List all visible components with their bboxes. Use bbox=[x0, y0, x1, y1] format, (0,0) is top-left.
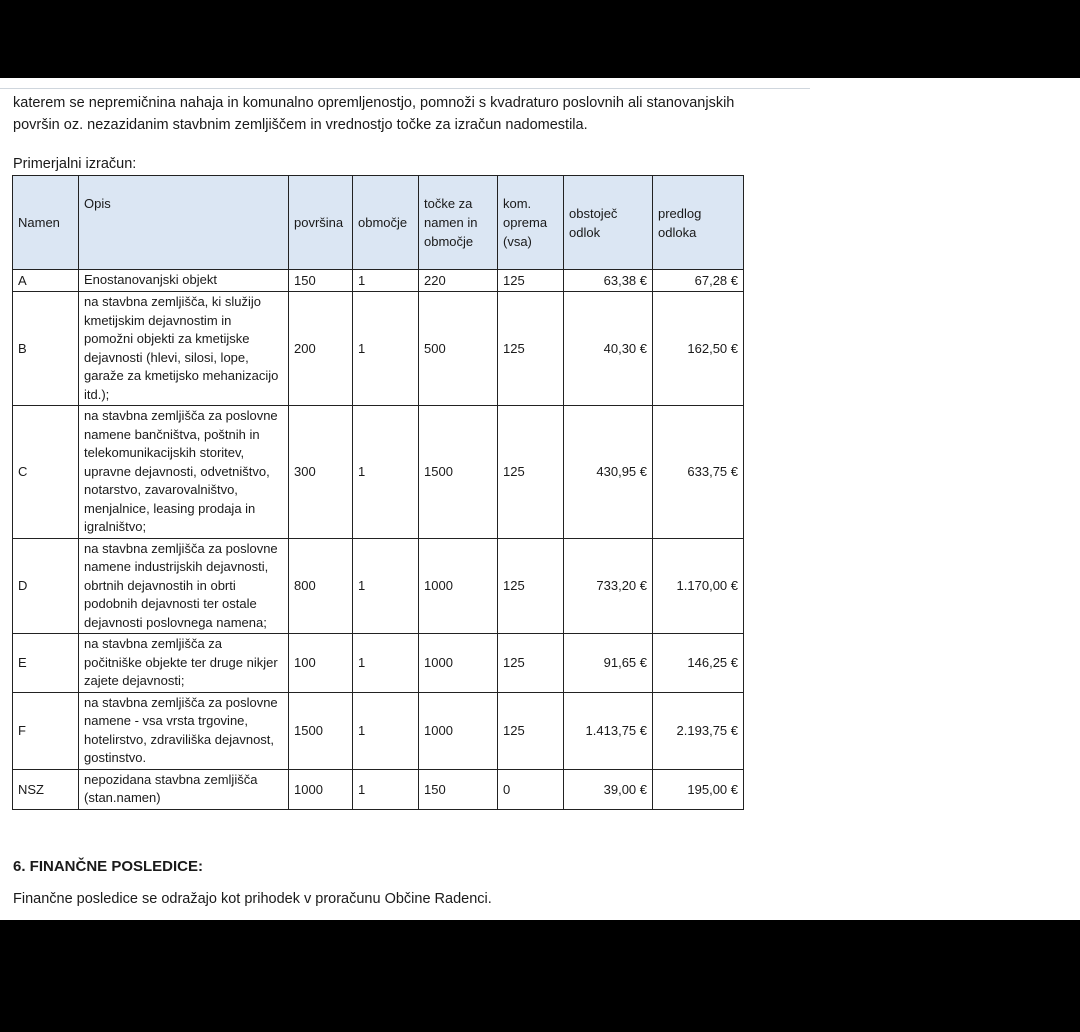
cell-tocke: 220 bbox=[419, 270, 498, 292]
cell-opis: na stavbna zemljišča za poslovne namene industrijskih dejavnosti, obrtnih dejavnostih in obrti podobnih dejavnosti ter ostale dejavnosti poslovnega namena; bbox=[79, 538, 289, 634]
cell-tocke: 1500 bbox=[419, 406, 498, 539]
table-caption: Primerjalni izračun: bbox=[13, 156, 137, 172]
cell-tocke: 1000 bbox=[419, 692, 498, 769]
cell-povrsina: 200 bbox=[289, 292, 353, 406]
section-text: Finančne posledice se odražajo kot prihodek v proračunu Občine Radenci. bbox=[13, 891, 492, 907]
cell-namen: NSZ bbox=[13, 769, 79, 809]
table-row bbox=[13, 538, 744, 634]
cell-obmocje: 1 bbox=[353, 769, 419, 809]
table-row bbox=[13, 692, 744, 769]
header-namen: Namen bbox=[13, 176, 79, 270]
cell-oprema: 125 bbox=[498, 634, 564, 693]
cell-tocke: 1000 bbox=[419, 634, 498, 693]
cell-namen: E bbox=[13, 634, 79, 693]
cell-obmocje: 1 bbox=[353, 292, 419, 406]
cell-predlog: 195,00 € bbox=[653, 769, 744, 809]
cell-oprema: 0 bbox=[498, 769, 564, 809]
cell-predlog: 162,50 € bbox=[653, 292, 744, 406]
cell-predlog: 1.170,00 € bbox=[653, 538, 744, 634]
cell-oprema: 125 bbox=[498, 538, 564, 634]
table-row bbox=[13, 292, 744, 406]
cell-predlog: 67,28 € bbox=[653, 270, 744, 292]
cell-opis: Enostanovanjski objekt bbox=[79, 270, 289, 292]
table-row bbox=[13, 270, 744, 292]
document-page bbox=[0, 78, 1080, 920]
divider bbox=[0, 88, 810, 89]
cell-namen: F bbox=[13, 692, 79, 769]
comparison-table bbox=[12, 175, 744, 810]
cell-namen: D bbox=[13, 538, 79, 634]
cell-oprema: 125 bbox=[498, 692, 564, 769]
cell-namen: C bbox=[13, 406, 79, 539]
section-heading: 6. FINANČNE POSLEDICE: bbox=[13, 858, 204, 875]
cell-predlog: 146,25 € bbox=[653, 634, 744, 693]
header-predlog: predlog odloka bbox=[653, 176, 744, 270]
cell-obmocje: 1 bbox=[353, 538, 419, 634]
cell-povrsina: 1000 bbox=[289, 769, 353, 809]
cell-povrsina: 800 bbox=[289, 538, 353, 634]
header-povrsina: površina bbox=[289, 176, 353, 270]
cell-povrsina: 300 bbox=[289, 406, 353, 539]
cell-obstojec: 430,95 € bbox=[564, 406, 653, 539]
cell-opis: na stavbna zemljišča, ki služijo kmetijskim dejavnostim in pomožni objekti za kmetijske dejavnosti (hlevi, silosi, lope, garaže za kmetijsko mehanizacijo itd.); bbox=[79, 292, 289, 406]
header-obmocje: območje bbox=[353, 176, 419, 270]
cell-obmocje: 1 bbox=[353, 406, 419, 539]
intro-paragraph: katerem se nepremičnina nahaja in komunalno opremljenostjo, pomnoži s kvadraturo poslovnih ali stanovanjskih površin oz. nezazidanim stavbnim zemljiščem in vrednostjo točke za izračun nadomestila. bbox=[13, 95, 735, 133]
cell-opis: nepozidana stavbna zemljišča (stan.namen) bbox=[79, 769, 289, 809]
cell-obstojec: 63,38 € bbox=[564, 270, 653, 292]
header-obstojec: obstoječ odlok bbox=[564, 176, 653, 270]
cell-tocke: 500 bbox=[419, 292, 498, 406]
header-oprema: kom. oprema (vsa) bbox=[498, 176, 564, 270]
cell-obstojec: 39,00 € bbox=[564, 769, 653, 809]
cell-povrsina: 1500 bbox=[289, 692, 353, 769]
cell-povrsina: 150 bbox=[289, 270, 353, 292]
table-row bbox=[13, 769, 744, 809]
cell-obmocje: 1 bbox=[353, 270, 419, 292]
cell-opis: na stavbna zemljišča za poslovne namene bančništva, poštnih in telekomunikacijskih storitev, upravne dejavnosti, odvetništvo, notarstvo, zavarovalništvo, menjalnice, leasing prodaja in igralništvo; bbox=[79, 406, 289, 539]
table-row bbox=[13, 406, 744, 539]
cell-obmocje: 1 bbox=[353, 634, 419, 693]
cell-oprema: 125 bbox=[498, 270, 564, 292]
cell-obmocje: 1 bbox=[353, 692, 419, 769]
cell-povrsina: 100 bbox=[289, 634, 353, 693]
cell-obstojec: 733,20 € bbox=[564, 538, 653, 634]
table-row bbox=[13, 634, 744, 693]
cell-oprema: 125 bbox=[498, 292, 564, 406]
cell-opis: na stavbna zemljišča za počitniške objekte ter druge nikjer zajete dejavnosti; bbox=[79, 634, 289, 693]
cell-obstojec: 91,65 € bbox=[564, 634, 653, 693]
cell-namen: B bbox=[13, 292, 79, 406]
cell-tocke: 1000 bbox=[419, 538, 498, 634]
cell-predlog: 2.193,75 € bbox=[653, 692, 744, 769]
cell-obstojec: 40,30 € bbox=[564, 292, 653, 406]
cell-opis: na stavbna zemljišča za poslovne namene - vsa vrsta trgovine, hotelirstvo, zdraviliška dejavnost, gostinstvo. bbox=[79, 692, 289, 769]
cell-tocke: 150 bbox=[419, 769, 498, 809]
table-header-row bbox=[13, 176, 744, 270]
header-opis: Opis bbox=[79, 176, 289, 270]
cell-oprema: 125 bbox=[498, 406, 564, 539]
header-tocke: točke za namen in območje bbox=[419, 176, 498, 270]
cell-obstojec: 1.413,75 € bbox=[564, 692, 653, 769]
cell-predlog: 633,75 € bbox=[653, 406, 744, 539]
cell-namen: A bbox=[13, 270, 79, 292]
